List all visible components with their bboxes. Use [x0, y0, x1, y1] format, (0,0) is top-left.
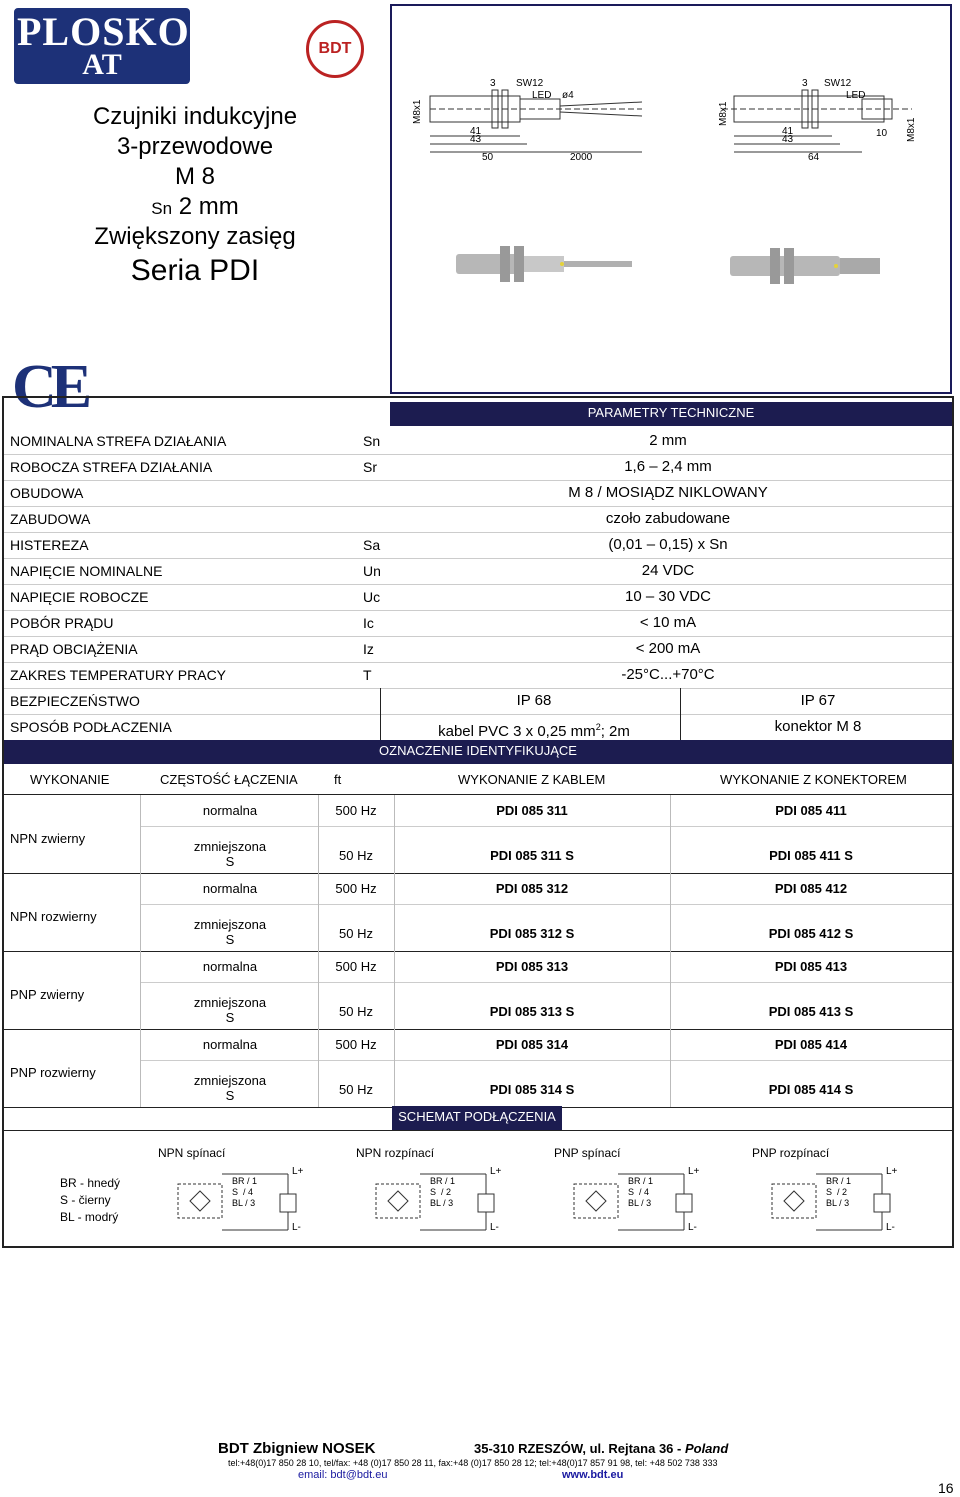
param-symbol: Sa: [363, 537, 381, 553]
footer-country: Poland: [684, 1441, 729, 1456]
ident-mode: normalna: [202, 1037, 258, 1052]
page-number: 16: [938, 1480, 954, 1496]
param-row: [4, 428, 952, 455]
param-label: OBUDOWA: [10, 485, 84, 501]
param-symbol: T: [363, 667, 372, 683]
param-label: HISTEREZA: [10, 537, 89, 553]
param-label: NAPIĘCIE NOMINALNE: [10, 563, 163, 579]
ident-cable-code: PDI 085 313 S: [489, 1004, 575, 1019]
safety-row: [4, 688, 952, 715]
logo-line-2: AT: [82, 48, 122, 81]
param-value: czoło zabudowane: [605, 510, 731, 527]
diagram-title: PNP spínací: [554, 1146, 621, 1160]
param-row: [4, 532, 952, 559]
dim-r-sw12: SW12: [824, 78, 852, 89]
param-label: POBÓR PRĄDU: [10, 615, 114, 631]
param-value: 24 VDC: [641, 562, 695, 579]
footer-phones: tel:+48(0)17 850 28 10, tel/fax: +48 (0)17 850 28 11, fax:+48 (0)17 850 28 12; tel:+48(0)17 857 91 98, tel: +48 502 738 333: [228, 1458, 718, 1468]
ident-connector-code: PDI 085 414: [774, 1037, 848, 1052]
param-value: < 10 mA: [639, 614, 697, 631]
param-value: (0,01 – 0,15) x Sn: [608, 536, 728, 553]
param-label: PRĄD OBCIĄŻENIA: [10, 641, 138, 657]
ident-ft: 500 Hz: [335, 959, 377, 974]
drawing-panel: [390, 4, 952, 394]
dim-2000: 2000: [570, 152, 593, 163]
param-row: [4, 636, 952, 663]
ident-group-name: NPN zwierny: [10, 831, 86, 846]
dim-r-led: LED: [846, 90, 866, 101]
ident-heading: OZNACZENIE IDENTYFIKUJĄCE: [4, 740, 952, 764]
diagram-pins: BR / 1 S / 2 BL / 3: [826, 1176, 852, 1208]
param-row: [4, 610, 952, 637]
params-heading: PARAMETRY TECHNICZNE: [390, 402, 952, 426]
dim-r-m8-end: M8x1: [906, 117, 917, 142]
ident-connector-code: PDI 085 412 S: [768, 926, 854, 941]
connection-label: SPOSÓB PODŁACZENIA: [10, 719, 172, 735]
ident-connector-code: PDI 085 414 S: [768, 1082, 854, 1097]
ident-ft: 50 Hz: [339, 926, 373, 941]
ident-cable-code: PDI 085 313: [495, 959, 569, 974]
diagram-pins: BR / 1 S / 4 BL / 3: [232, 1176, 258, 1208]
sensor-photo-cable: [456, 246, 632, 282]
color-legend: [60, 1175, 120, 1226]
title-line-sn: [0, 192, 390, 224]
diagram-plus: L+: [490, 1166, 502, 1177]
ident-cable-code: PDI 085 311: [496, 803, 568, 818]
ident-ft: 500 Hz: [335, 1037, 377, 1052]
ident-column-header: [4, 766, 952, 795]
ident-group-name: PNP zwierny: [10, 987, 85, 1002]
safety-cable: IP 68: [516, 692, 552, 709]
title-sn-value: 2 mm: [178, 193, 239, 220]
schema-heading: SCHEMAT PODŁĄCZENIA: [392, 1106, 562, 1130]
ident-ft: 500 Hz: [335, 881, 377, 896]
ident-cable-code: PDI 085 314: [495, 1037, 569, 1052]
title-range: Zwiększony zasięg: [94, 223, 296, 250]
ident-cable-code: PDI 085 311 S: [490, 848, 574, 863]
param-row: [4, 662, 952, 689]
dim-r-10: 10: [876, 128, 888, 139]
title-line-1: Czujniki indukcyjne: [92, 103, 298, 130]
col-wykonanie: WYKONANIE: [30, 772, 110, 787]
ident-cable-code: PDI 085 312 S: [489, 926, 575, 941]
param-label: NOMINALNA STREFA DZIAŁANIA: [10, 433, 227, 449]
param-symbol: Uc: [363, 589, 381, 605]
legend-br: BR - hnedý: [60, 1176, 121, 1190]
ident-mode: normalna: [202, 803, 258, 818]
connection-row: [4, 714, 952, 740]
ident-connector-code: PDI 085 413 S: [768, 1004, 854, 1019]
dim-43: 43: [470, 134, 482, 145]
diagram-title: PNP rozpínací: [752, 1146, 830, 1160]
ident-group-name: NPN rozwierny: [10, 909, 97, 924]
diagram-title: NPN rozpínací: [356, 1146, 435, 1160]
diagram-plus: L+: [292, 1166, 304, 1177]
param-symbol: Sr: [363, 459, 377, 475]
ident-mode: zmniejszona S: [193, 995, 267, 1025]
param-value: 1,6 – 2,4 mm: [624, 458, 712, 475]
safety-connector: IP 67: [800, 692, 836, 709]
ident-connector-code: PDI 085 411 S: [769, 848, 853, 863]
dim-m8: M8x1: [412, 99, 423, 124]
ident-cable-code: PDI 085 314 S: [489, 1082, 575, 1097]
wiring-diagram: [158, 1146, 348, 1236]
title-sn-prefix: Sn: [151, 199, 173, 218]
param-row: [4, 506, 952, 533]
wiring-diagram: [356, 1146, 546, 1236]
dim-sw12: SW12: [516, 78, 544, 89]
dim-r-3: 3: [802, 78, 808, 89]
bdt-logo: BDT: [306, 20, 364, 78]
ident-mode: normalna: [202, 881, 258, 896]
dim-r-41: 41: [782, 126, 794, 137]
connection-connector: konektor M 8: [774, 718, 862, 735]
param-value: M 8 / MOSIĄDZ NIKLOWANY: [568, 484, 768, 501]
param-label: NAPIĘCIE ROBOCZE: [10, 589, 149, 605]
param-value: 10 – 30 VDC: [625, 588, 711, 605]
col-czestosc: CZĘSTOŚĆ ŁĄCZENIA: [160, 772, 298, 787]
footer-company: BDT Zbigniew NOSEK: [218, 1440, 376, 1457]
ident-ft: 500 Hz: [335, 803, 377, 818]
diagram-minus: L-: [292, 1222, 301, 1233]
dim-3: 3: [490, 78, 496, 89]
ident-mode: normalna: [202, 959, 258, 974]
dim-led: LED: [532, 90, 552, 101]
wiring-diagram: [752, 1146, 942, 1236]
safety-label: BEZPIECZEŃSTWO: [10, 693, 140, 709]
param-label: ZAKRES TEMPERATURY PRACY: [10, 667, 227, 683]
ident-connector-code: PDI 085 412: [774, 881, 848, 896]
ident-mode: zmniejszona S: [193, 1073, 267, 1103]
param-symbol: Sn: [363, 433, 381, 449]
footer-address: 35-310 RZESZÓW, ul. Rejtana 36 - Poland: [474, 1441, 729, 1456]
title-line-3: M 8: [174, 163, 215, 190]
logo-line-1: PLOSKON: [17, 9, 220, 54]
param-row: [4, 480, 952, 507]
ident-connector-code: PDI 085 413: [774, 959, 848, 974]
diagram-minus: L-: [886, 1222, 895, 1233]
ident-cable-code: PDI 085 312: [495, 881, 569, 896]
dim-r-64: 64: [808, 152, 820, 163]
ploskon-logo: [14, 8, 220, 84]
param-symbol: Ic: [363, 615, 374, 631]
legend-bl: BL - modrý: [60, 1210, 119, 1224]
param-symbol: Iz: [363, 641, 374, 657]
diagram-plus: L+: [688, 1166, 700, 1177]
ce-mark-icon: CE: [12, 353, 87, 421]
param-label: ZABUDOWA: [10, 511, 91, 527]
connection-cable: kabel PVC 3 x 0,25 $mm^2$; 2m: [438, 722, 630, 740]
title-line-2: 3-przewodowe: [116, 133, 274, 160]
diagram-plus: L+: [886, 1166, 898, 1177]
param-row: [4, 454, 952, 481]
title-series: Seria PDI: [130, 254, 260, 287]
dim-50: 50: [482, 152, 494, 163]
footer-email[interactable]: email: bdt@bdt.eu: [298, 1469, 388, 1481]
param-row: [4, 558, 952, 585]
diagram-pins: BR / 1 S / 4 BL / 3: [628, 1176, 654, 1208]
dim-r-m8: M8x1: [718, 101, 729, 126]
ident-ft: 50 Hz: [339, 848, 373, 863]
diagram-title: NPN spínací: [158, 1146, 226, 1160]
sensor-drawings: [392, 6, 950, 392]
diagram-minus: L-: [490, 1222, 499, 1233]
col-connector: WYKONANIE Z KONEKTOREM: [720, 772, 907, 787]
wiring-diagram: [554, 1146, 744, 1236]
param-value: 2 mm: [649, 432, 687, 449]
drawing-connector-version: [722, 90, 912, 152]
ident-mode: zmniejszona S: [193, 839, 267, 869]
param-row: [4, 584, 952, 611]
ident-mode: zmniejszona S: [193, 917, 267, 947]
dim-41: 41: [470, 126, 482, 137]
diagram-minus: L-: [688, 1222, 697, 1233]
col-cable: WYKONANIE Z KABLEM: [458, 772, 606, 787]
col-ft: ft: [334, 772, 342, 787]
ident-ft: 50 Hz: [339, 1082, 373, 1097]
ident-ft: 50 Hz: [339, 1004, 373, 1019]
param-value: -25°C...+70°C: [621, 666, 715, 683]
param-label: ROBOCZA STREFA DZIAŁANIA: [10, 459, 213, 475]
footer-web[interactable]: www.bdt.eu: [562, 1469, 624, 1481]
param-symbol: Un: [363, 563, 381, 579]
diagram-pins: BR / 1 S / 2 BL / 3: [430, 1176, 456, 1208]
dim-diam: ø4: [562, 90, 574, 101]
dim-r-43: 43: [782, 134, 794, 145]
param-value: < 200 mA: [635, 640, 701, 657]
sensor-photo-connector: [730, 248, 880, 284]
ident-connector-code: PDI 085 411: [775, 803, 847, 818]
ident-group-name: PNP rozwierny: [10, 1065, 96, 1080]
legend-s: S - čierny: [60, 1193, 111, 1207]
